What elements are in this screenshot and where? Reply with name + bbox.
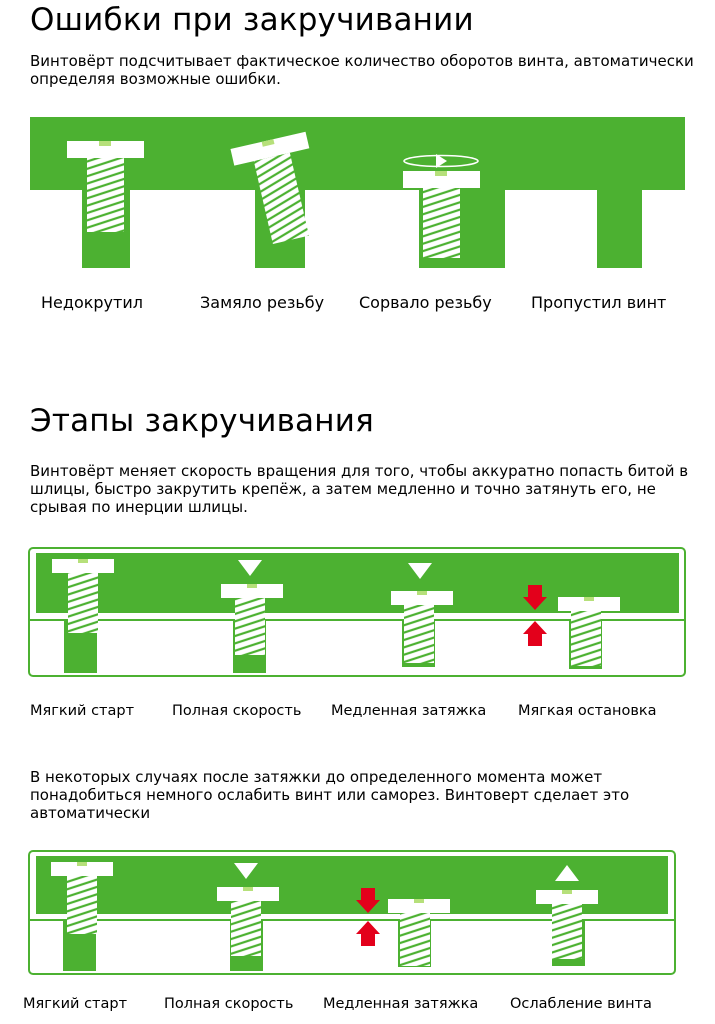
label-stripped-thread: Сорвало резьбу (359, 293, 492, 312)
label-full-speed-2: Полная скорость (164, 996, 294, 1012)
label-cross-threaded: Замяло резьбу (200, 293, 325, 312)
label-loosening: Ослабление винта (510, 996, 652, 1012)
label-missed-screw: Пропустил винт (531, 293, 667, 312)
section-1-description: Винтовёрт подсчитывает фактическое количество оборотов винта, автоматически определяя возможные ошибки. (30, 52, 694, 88)
label-full-speed: Полная скорость (172, 703, 302, 719)
label-slow-tightening: Медленная затяжка (331, 703, 487, 719)
label-undertightened: Недокрутил (41, 293, 143, 312)
loosening-stages-diagram (0, 848, 715, 978)
screw-errors-diagram (0, 0, 715, 270)
section-3-description: В некоторых случаях после затяжки до определенного момента может понадобиться немного ослабить винт или саморез. Винтоверт сделает это автоматически (30, 768, 630, 822)
section-1-title: Ошибки при закручивании (30, 2, 474, 38)
label-soft-start: Мягкий старт (30, 703, 135, 719)
board (30, 117, 685, 268)
tightening-stages-diagram (0, 546, 715, 686)
label-soft-start-2: Мягкий старт (23, 996, 128, 1012)
section-2-description: Винтовёрт меняет скорость вращения для того, чтобы аккуратно попасть битой в шлицы, быстро закрутить крепёж, а затем медленно и точно затянуть его, не срывая по инерции шлицы. (30, 462, 689, 516)
label-soft-stop: Мягкая остановка (518, 703, 657, 719)
section-2-title: Этапы закручивания (30, 403, 374, 439)
label-slow-tightening-2: Медленная затяжка (323, 996, 479, 1012)
